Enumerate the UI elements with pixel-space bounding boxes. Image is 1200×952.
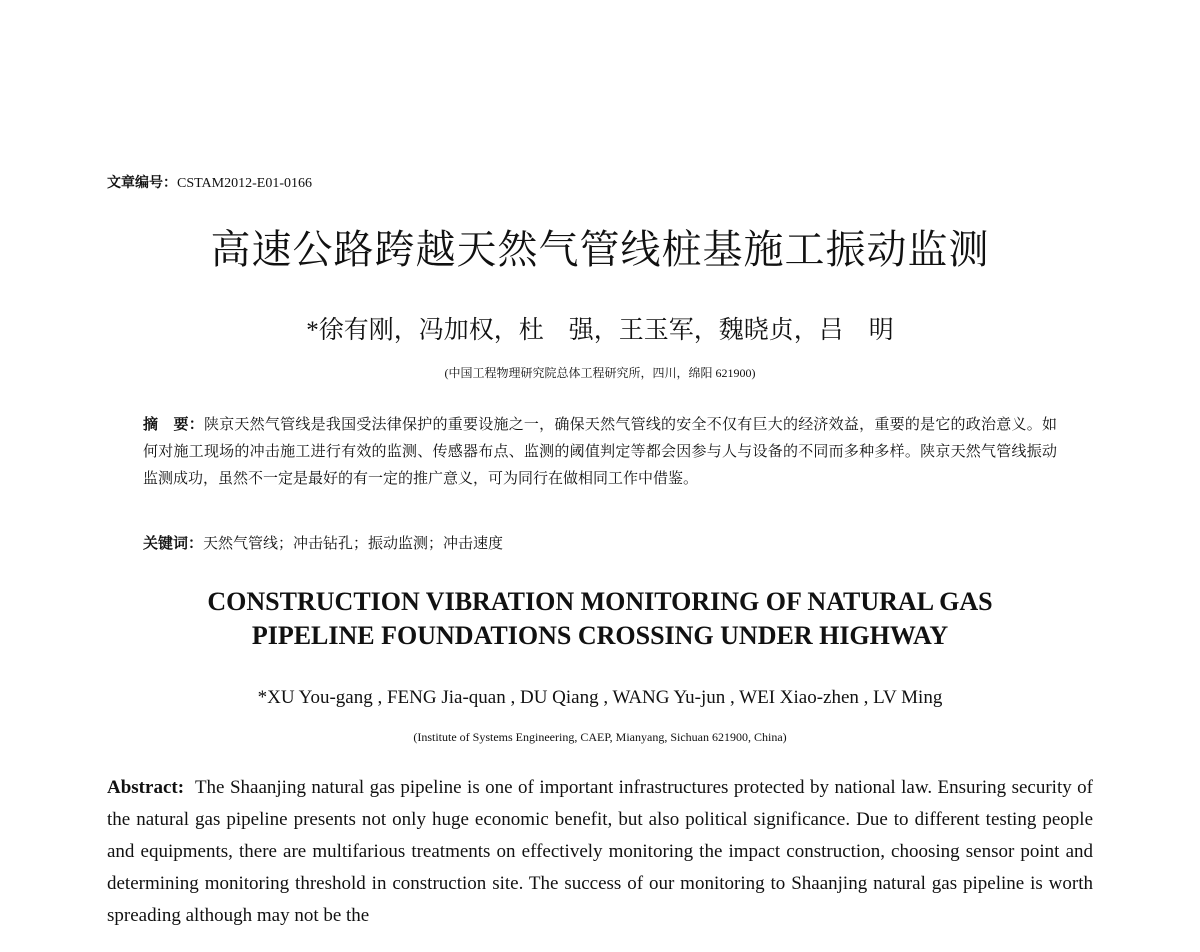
article-number-value: CSTAM2012-E01-0166 (177, 176, 312, 191)
english-abstract (107, 772, 1093, 932)
english-title (0, 585, 1200, 653)
chinese-keywords-label: 关键词： (143, 536, 204, 552)
chinese-abstract-label: 摘 要： (143, 417, 204, 433)
english-abstract-label: Abstract: (107, 777, 185, 798)
english-title-line: PIPELINE FOUNDATIONS CROSSING UNDER HIGHWAY (251, 621, 949, 650)
english-abstract-text: The Shaanjing natural gas pipeline is one of important infrastructures protected by national law. Ensuring security of the natural gas pipeline presents not only huge economic benefit, but also political significance. Due to different testing people and equipments, there are multifarious treatments on effectively monitoring the impact construction, choosing sensor point and determining monitoring threshold in construction site. The success of our monitoring to Shaanjing natural gas pipeline is worth spreading although may not be the (107, 777, 1094, 926)
english-affiliation: (Institute of Systems Engineering, CAEP, Mianyang, Sichuan 621900, China) (413, 730, 787, 744)
english-authors: *XU You-gang , FENG Jia-quan , DU Qiang , WANG Yu-jun , WEI Xiao-zhen , LV Ming (257, 687, 943, 708)
article-number-label: 文章编号： (107, 176, 177, 191)
chinese-keywords-text: 天然气管线；冲击钻孔；振动监测；冲击速度 (203, 536, 504, 552)
chinese-authors: *徐有刚，冯加权，杜 强，王玉军，魏晓贞，吕 明 (306, 317, 894, 344)
chinese-title: 高速公路跨越天然气管线桩基施工振动监测 (210, 227, 990, 273)
chinese-abstract (143, 412, 1057, 493)
chinese-affiliation: (中国工程物理研究院总体工程研究所，四川，绵阳 621900) (444, 366, 756, 380)
article-number (107, 172, 312, 192)
chinese-abstract-text: 陕京天然气管线是我国受法律保护的重要设施之一，确保天然气管线的安全不仅有巨大的经济效益，重要的是它的政治意义。如何对施工现场的冲击施工进行有效的监测、传感器布点、监测的阈值判定等都会因参与人与设备的不同而多种多样。陕京天然气管线振动监测成功，虽然不一定是最好的有一定的推广意义，可为同行在做相同工作中借鉴。 (143, 417, 1057, 487)
chinese-keywords (143, 532, 503, 553)
english-title-line: CONSTRUCTION VIBRATION MONITORING OF NATURAL GAS (207, 587, 993, 616)
